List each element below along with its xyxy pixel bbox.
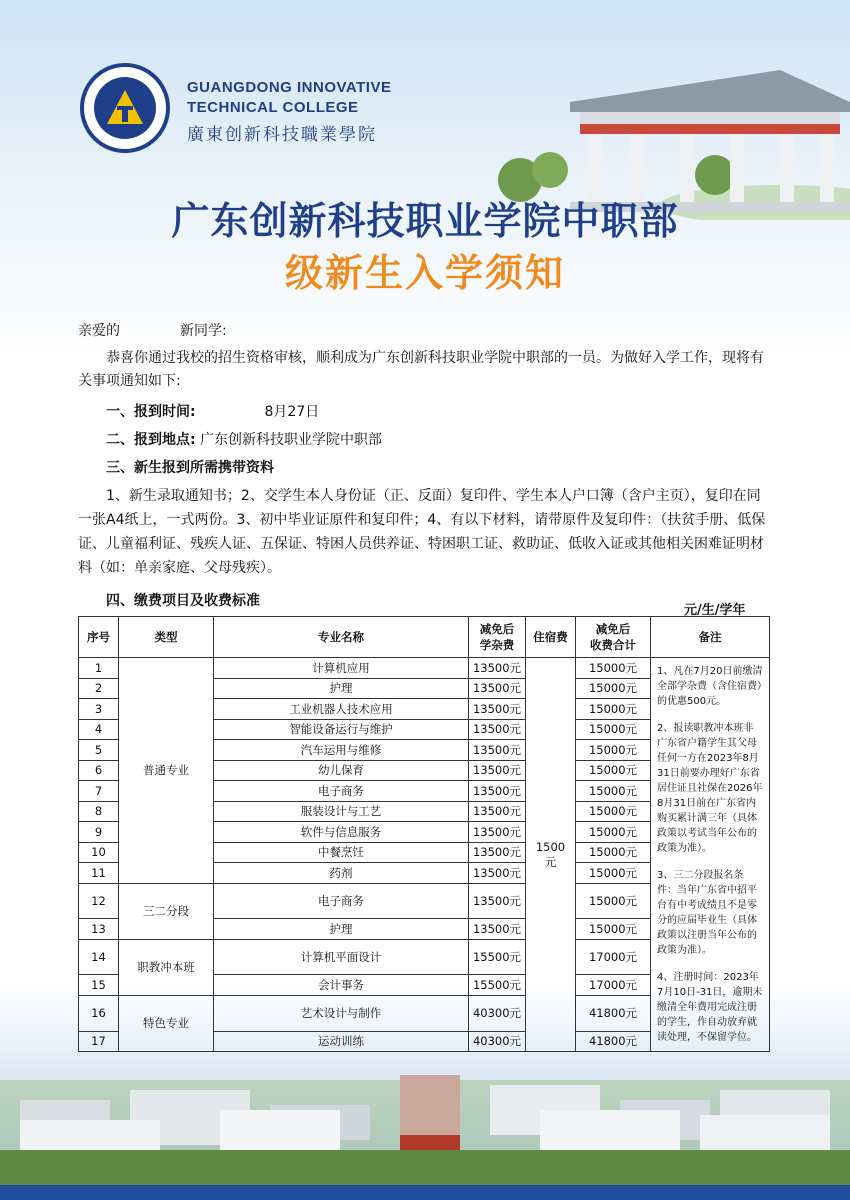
cell-major: 幼儿保育: [214, 760, 469, 781]
cell-no: 12: [79, 883, 119, 919]
cell-total: 17000元: [576, 975, 651, 996]
cell-fee: 13500元: [469, 919, 526, 940]
cell-total: 15000元: [576, 740, 651, 761]
cell-fee: 13500元: [469, 719, 526, 740]
note-1: 1、凡在7月20日前缴清全部学杂费（含住宿费）的优惠500元。: [657, 666, 763, 707]
cell-fee: 13500元: [469, 883, 526, 919]
note-3: 3、三二分段报名条件：当年广东省中招平台有中考成绩且不是零分的应届毕业生（具体政策以注册当年公布的政策为准）。: [657, 870, 757, 956]
cell-major: 软件与信息服务: [214, 822, 469, 843]
college-logo: [80, 63, 170, 153]
cell-no: 3: [79, 699, 119, 720]
dorm-fee-amount: 1500: [535, 839, 566, 854]
cell-no: 6: [79, 760, 119, 781]
college-name-en: [187, 78, 391, 118]
cell-major: 中餐烹饪: [214, 842, 469, 863]
cell-type-special: 特色专业: [119, 995, 214, 1051]
cell-fee: 40300元: [469, 995, 526, 1031]
cell-total: 15000元: [576, 919, 651, 940]
cell-no: 1: [79, 658, 119, 679]
cell-type-regular: 普通专业: [119, 658, 214, 884]
cell-fee: 13500元: [469, 801, 526, 822]
cell-no: 10: [79, 842, 119, 863]
cell-fee: 13500元: [469, 760, 526, 781]
cell-major: 护理: [214, 678, 469, 699]
cell-major: 工业机器人技术应用: [214, 699, 469, 720]
section-3-label: 三、新生报到所需携带资料: [106, 460, 274, 476]
cell-total: 15000元: [576, 863, 651, 884]
cell-major: 护理: [214, 919, 469, 940]
table-row: [79, 658, 770, 679]
fee-table: [78, 616, 770, 1052]
section-2-value: 广东创新科技职业学院中职部: [200, 432, 383, 448]
note-2: 2、报读职教冲本班非广东省户籍学生其父母任何一方在2023年8月31日前要办理好广东省居住证且社保在2026年8月31日前在广东省内购买累计满三年（具体政策以考试当年公布的政策为准）。: [657, 723, 763, 854]
cell-major: 汽车运用与维修: [214, 740, 469, 761]
cell-total: 15000元: [576, 699, 651, 720]
note-4: 4、注册时间：2023年7月10日-31日，逾期未缴清全年费用完成注册的学生，作自动放弃就读处理，不保留学位。: [657, 972, 763, 1043]
cell-total: 15000元: [576, 719, 651, 740]
cell-no: 14: [79, 939, 119, 975]
cell-total: 41800元: [576, 1031, 651, 1052]
cell-major: 计算机平面设计: [214, 939, 469, 975]
letter-body: [78, 320, 770, 613]
cell-fee: 13500元: [469, 678, 526, 699]
cell-type-vocational: 职教冲本班: [119, 939, 214, 995]
header-note: 备注: [651, 617, 770, 658]
cell-total: 15000元: [576, 781, 651, 802]
fee-unit-label: 元/生/学年: [684, 603, 746, 618]
cell-no: 16: [79, 995, 119, 1031]
cell-total: 15000元: [576, 658, 651, 679]
section-2-label: 二、报到地点:: [106, 432, 196, 448]
cell-total: 17000元: [576, 939, 651, 975]
cell-major: 智能设备运行与维护: [214, 719, 469, 740]
cell-fee: 13500元: [469, 781, 526, 802]
cell-fee: 15500元: [469, 939, 526, 975]
cell-fee: 13500元: [469, 863, 526, 884]
header-major: 专业名称: [214, 617, 469, 658]
cell-fee: 13500元: [469, 822, 526, 843]
cell-total: 41800元: [576, 995, 651, 1031]
header-total: 减免后 收费合计: [576, 617, 651, 658]
greeting: [78, 320, 770, 343]
section-1-value: 8月27日: [264, 404, 320, 420]
cell-fee: 13500元: [469, 842, 526, 863]
cell-type-three-two: 三二分段: [119, 883, 214, 939]
cell-no: 13: [79, 919, 119, 940]
cell-no: 17: [79, 1031, 119, 1052]
cell-no: 11: [79, 863, 119, 884]
cell-fee: 15500元: [469, 975, 526, 996]
cell-major: 会计事务: [214, 975, 469, 996]
cell-fee: 40300元: [469, 1031, 526, 1052]
college-name-cn: 廣東创新科技職業學院: [187, 125, 377, 145]
section-1-label: 一、报到时间:: [106, 404, 196, 420]
cell-major: 计算机应用: [214, 658, 469, 679]
cell-major: 电子商务: [214, 781, 469, 802]
cell-total: 15000元: [576, 760, 651, 781]
dorm-fee-unit: 元: [544, 854, 557, 869]
cell-no: 7: [79, 781, 119, 802]
section-2: [78, 429, 770, 452]
cell-fee: 13500元: [469, 658, 526, 679]
section-3: [78, 457, 770, 480]
notice-title: 广东创新科技职业学院中职部: [171, 199, 679, 243]
header-type: 类型: [119, 617, 214, 658]
header-no: 序号: [79, 617, 119, 658]
section-4-label: 四、缴费项目及收费标准: [106, 593, 260, 609]
cell-no: 15: [79, 975, 119, 996]
header-fee: 减免后 学杂费: [469, 617, 526, 658]
cell-major: 服装设计与工艺: [214, 801, 469, 822]
cell-fee: 13500元: [469, 740, 526, 761]
section-3-body: 1、新生录取通知书；2、交学生本人身份证（正、反面）复印件、学生本人户口簿（含户主页），复印在同一张A4纸上，一式两份。3、初中毕业证原件和复印件；4、有以下材料，请带原件及复印件：（扶贫手册、低保证、儿童福利证、残疾人证、五保证、特困人员供养证、特困职工证、救助证、低收入证或其他相关困难证明材料（如：单亲家庭、父母残疾）。: [78, 488, 766, 576]
cell-fee: 13500元: [469, 699, 526, 720]
cell-major: 电子商务: [214, 883, 469, 919]
cell-total: 15000元: [576, 842, 651, 863]
cell-total: 15000元: [576, 801, 651, 822]
cell-total: 15000元: [576, 883, 651, 919]
cell-no: 8: [79, 801, 119, 822]
intro-paragraph: 恭喜你通过我校的招生资格审核，顺利成为广东创新科技职业学院中职部的一员。为做好入学工作，现将有关事项通知如下:: [78, 350, 764, 389]
cell-dorm-fee: [526, 658, 576, 1052]
cell-no: 4: [79, 719, 119, 740]
cell-total: 15000元: [576, 678, 651, 699]
college-name-en-line1: GUANGDONG INNOVATIVE: [187, 79, 392, 96]
section-1: [78, 401, 770, 424]
greeting-part-1: 亲爱的: [78, 323, 120, 339]
cell-no: 5: [79, 740, 119, 761]
cell-major: 艺术设计与制作: [214, 995, 469, 1031]
campus-skyline-illustration: [0, 1050, 850, 1200]
cell-no: 2: [79, 678, 119, 699]
header-dorm: 住宿费: [526, 617, 576, 658]
college-name-en-line2: TECHNICAL COLLEGE: [187, 99, 359, 116]
cell-major: 运动训练: [214, 1031, 469, 1052]
table-header-row: [79, 617, 770, 658]
cell-no: 9: [79, 822, 119, 843]
cell-major: 药剂: [214, 863, 469, 884]
header: [0, 0, 850, 300]
greeting-part-2: 新同学:: [180, 323, 227, 339]
cell-total: 15000元: [576, 822, 651, 843]
notice-subtitle: 级新生入学须知: [284, 251, 565, 295]
section-4: [78, 590, 770, 613]
cell-notes: [651, 658, 770, 1052]
logo-emblem-icon: [94, 77, 156, 139]
